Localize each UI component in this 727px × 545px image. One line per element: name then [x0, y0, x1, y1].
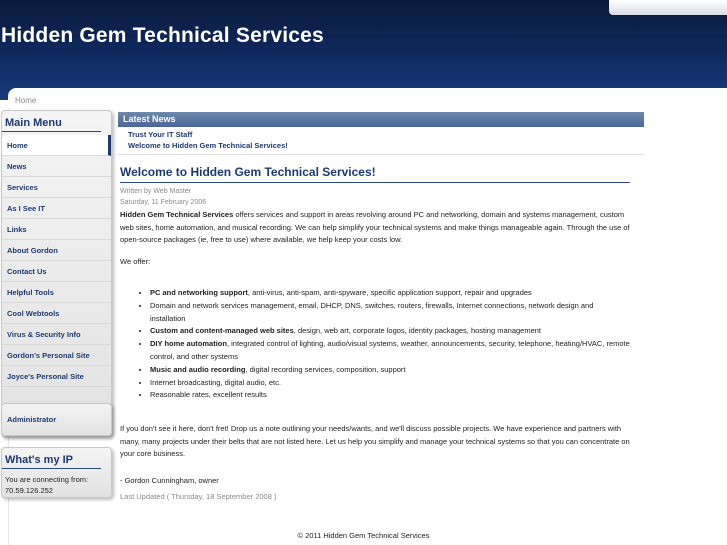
menu-item-services[interactable]: Services — [2, 177, 111, 198]
administrator-link[interactable]: Administrator — [7, 415, 57, 424]
service-bold: PC and networking support — [150, 288, 248, 297]
last-updated: Last Updated ( Thursday, 18 September 2008 ) — [120, 492, 277, 502]
main-menu-title: Main Menu — [2, 111, 101, 132]
menu-item-helpful-tools[interactable]: Helpful Tools — [2, 282, 111, 303]
service-text: , design, web art, corporate logos, identity packages, hosting management — [293, 326, 542, 336]
ip-module — [1, 447, 112, 498]
service-item — [150, 377, 630, 390]
menu-item-links[interactable]: Links — [2, 219, 111, 240]
admin-module — [1, 403, 112, 436]
article-title[interactable]: Welcome to Hidden Gem Technical Services! — [120, 165, 630, 183]
menu-item-home[interactable]: Home — [2, 135, 111, 156]
article-closing: If you don't see it here, don't fret! Drop us a note outlining your needs/wants, and we'll discuss possible projects. We have experience and partners with many, many projects under their belts that are not listed here. Let us help you simplify and manage your technical systems so that you can concentrate on your core business. — [120, 424, 630, 459]
latest-news-title: Latest News — [118, 112, 644, 127]
service-text: , integrated control of lighting, audio/visual systems, weather, announcements, security, telephone, heating/HVAC, remote control, and other systems — [150, 339, 630, 361]
ip-info — [2, 469, 111, 496]
service-item — [150, 287, 630, 300]
we-offer-label: We offer: — [120, 256, 151, 266]
news-link-trust-it[interactable]: Trust Your IT Staff — [128, 130, 193, 139]
breadcrumb[interactable]: Home — [15, 96, 37, 105]
service-item — [150, 325, 630, 338]
menu-item-joyces-site[interactable]: Joyce's Personal Site — [2, 366, 111, 387]
service-item — [150, 300, 630, 326]
intro-company-name: Hidden Gem Technical Services — [120, 210, 234, 219]
ip-module-title: What's my IP — [2, 448, 101, 469]
services-list — [150, 287, 630, 402]
menu-item-virus-security[interactable]: Virus & Security Info — [2, 324, 111, 345]
menu-item-cool-webtools[interactable]: Cool Webtools — [2, 303, 111, 324]
ip-address: 70.59.126.252 — [5, 486, 53, 495]
menu-item-contact-us[interactable]: Contact Us — [2, 261, 111, 282]
intro-text: offers services and support in areas revolving around PC and networking, domain and systems management, custom web sites, home automation, and musical recording. We can help simplify your technical systems and make things manageable again. Through the use of open-source packages (ie, free to use) where available, we help keep your costs low. — [120, 210, 630, 244]
news-link-welcome[interactable]: Welcome to Hidden Gem Technical Services! — [128, 141, 288, 150]
footer — [0, 531, 727, 540]
service-text: Domain and network services management, email, DHCP, DNS, switches, routers, firewalls, Internet connections, network design and installation — [150, 300, 594, 323]
footer-copyright: © 2011 Hidden Gem Technical Services — [297, 531, 430, 540]
menu-item-gordons-site[interactable]: Gordon's Personal Site — [2, 345, 111, 366]
article-signature: - Gordon Cunningham, owner — [120, 475, 219, 485]
article-intro — [120, 209, 630, 247]
service-text: , anti-virus, anti-spam, anti-spyware, specific application support, repair and upgrades — [247, 288, 532, 297]
service-item — [150, 338, 630, 364]
main-menu-module — [1, 110, 112, 437]
service-text: , digital recording services, composition, support — [245, 364, 406, 374]
site-title[interactable]: Hidden Gem Technical Services — [1, 24, 324, 47]
main-menu — [2, 135, 111, 387]
article-author: Written by Web Master — [120, 188, 191, 195]
latest-news-list — [118, 127, 644, 155]
service-bold: Music and audio recording — [150, 364, 246, 374]
article-date: Saturday, 11 February 2006 — [120, 199, 207, 206]
service-item — [150, 364, 630, 377]
service-text: Internet broadcasting, digital audio, etc. — [150, 377, 281, 387]
site-header — [0, 0, 727, 100]
menu-item-as-i-see-it[interactable]: As I See IT — [2, 198, 111, 219]
menu-item-news[interactable]: News — [2, 156, 111, 177]
header-tab — [609, 0, 727, 15]
latest-news-module — [118, 112, 644, 156]
menu-item-about-gordon[interactable]: About Gordon — [2, 240, 111, 261]
service-bold: Custom and content-managed web sites — [150, 326, 294, 336]
service-item — [150, 389, 630, 402]
main-article — [120, 165, 630, 501]
service-bold: DIY home automation — [150, 339, 227, 349]
service-text: Reasonable rates, excellent results — [150, 390, 267, 400]
ip-label: You are connecting from: — [5, 475, 89, 484]
